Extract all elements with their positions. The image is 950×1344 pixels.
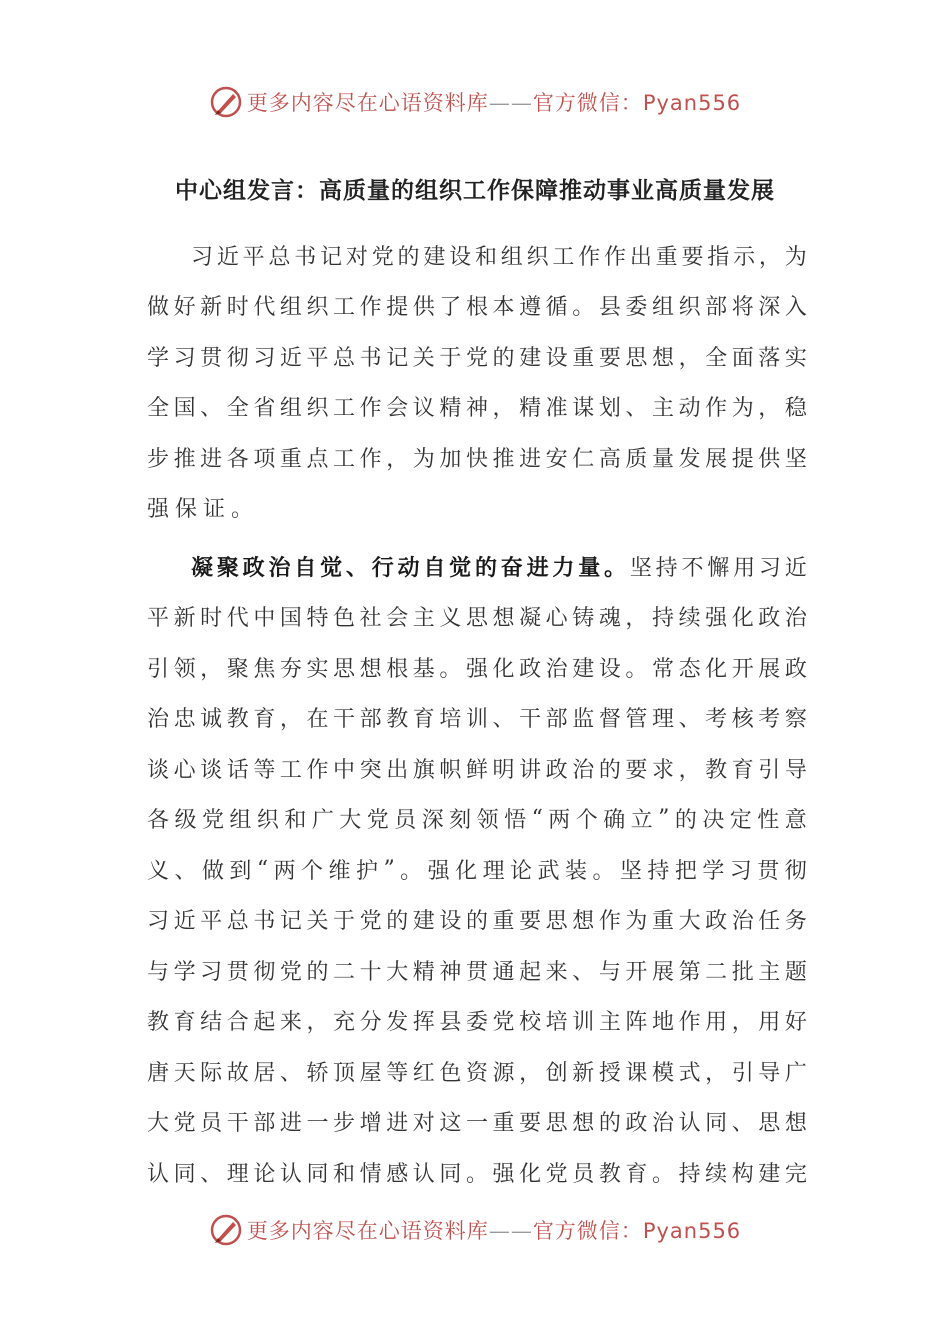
pen-logo-icon <box>209 1213 243 1247</box>
text-line: 治 忠 诚 教 育 ， 在 干 部 教 育 培 训 、 干 部 监 督 管 理 、 考 核 考 察 <box>147 707 807 732</box>
text-line: 各 级 党 组 织 和 广 大 党 员 深 刻 领 悟 “ 两 个 确 立 ” 的 决 定 性 意 <box>147 806 807 833</box>
footer-banner <box>0 1208 950 1252</box>
pen-logo-icon <box>209 85 243 119</box>
text-line: 习 近 平 总 书 记 对 党 的 建 设 和 组 织 工 作 作 出 重 要 指 示 ， 为 <box>191 244 807 270</box>
document-title: 中心组发言：高质量的组织工作保障推动事业高质量发展 <box>175 178 775 204</box>
text-line: 义 、 做 到 “ 两 个 维 护 ” 。 强 化 理 论 武 装 。 坚 持 把 学 习 贯 彻 <box>147 856 807 884</box>
text-line: 学 习 贯 彻 习 近 平 总 书 记 关 于 党 的 建 设 重 要 思 想 ， 全 面 落 实 <box>147 345 807 371</box>
text-line: 凝 聚 政 治 自 觉 、 行 动 自 觉 的 奋 进 力 量 。 坚 持 不 懈 用 习 近 <box>191 555 807 581</box>
text-line: 大 党 员 干 部 进 一 步 增 进 对 这 一 重 要 思 想 的 政 治 认 同 、 思 想 <box>147 1111 807 1136</box>
text-line: 与 学 习 贯 彻 党 的 二 十 大 精 神 贯 通 起 来 、 与 开 展 第 二 批 主 题 <box>147 959 807 985</box>
text-line: 步 推 进 各 项 重 点 工 作 ， 为 加 快 推 进 安 仁 高 质 量 发 展 提 供 坚 <box>147 446 807 472</box>
text-line: 唐 天 际 故 居 、 轿 顶 屋 等 红 色 资 源 ， 创 新 授 课 模 式 ， 引 导 广 <box>147 1060 807 1086</box>
text-line: 认 同 、 理 论 认 同 和 情 感 认 同 。 强 化 党 员 教 育 。 持 续 构 建 完 <box>147 1161 807 1187</box>
banner-text: 更多内容尽在心语资料库——官方微信：Pyan556 <box>246 91 742 115</box>
text-line: 引 领 ， 聚 焦 夯 实 思 想 根 基 。 强 化 政 治 建 设 。 常 态 化 开 展 政 <box>147 656 807 682</box>
text-line: 习 近 平 总 书 记 关 于 党 的 建 设 的 重 要 思 想 作 为 重 大 政 治 任 务 <box>147 909 807 934</box>
text-line: 谈 心 谈 话 等 工 作 中 突 出 旗 帜 鲜 明 讲 政 治 的 要 求 ， 教 育 引 导 <box>147 757 807 783</box>
text-line: 做 好 新 时 代 组 织 工 作 提 供 了 根 本 遵 循 。 县 委 组 织 部 将 深 入 <box>147 295 807 320</box>
text-line: 全 国 、 全 省 组 织 工 作 会 议 精 神 ， 精 准 谋 划 、 主 动 作 为 ， 稳 <box>147 396 807 421</box>
banner-text: 更多内容尽在心语资料库——官方微信：Pyan556 <box>246 1219 742 1243</box>
text-line: 教 育 结 合 起 来 ， 充 分 发 挥 县 委 党 校 培 训 主 阵 地 作 用 ， 用 好 <box>147 1010 807 1035</box>
text-line: 平 新 时 代 中 国 特 色 社 会 主 义 思 想 凝 心 铸 魂 ， 持 续 强 化 政 治 <box>147 606 807 631</box>
header-banner <box>0 80 950 124</box>
text-line: 强 保 证 。 <box>147 497 260 522</box>
